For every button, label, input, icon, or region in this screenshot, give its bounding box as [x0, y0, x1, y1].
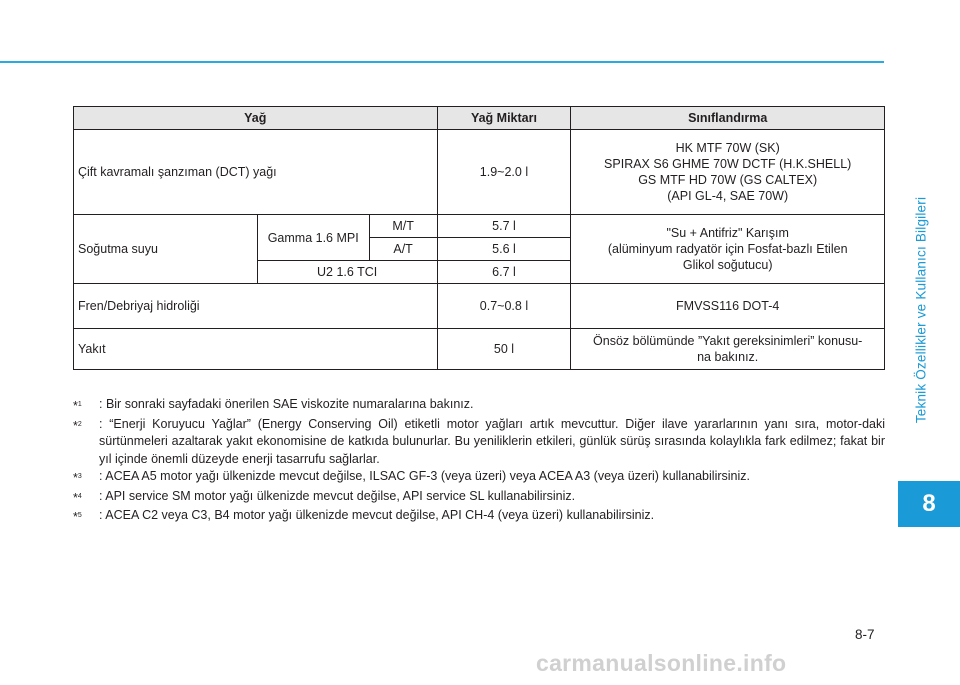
table-row-dct [74, 130, 885, 215]
class-line: HK MTF 70W (SK) [675, 141, 780, 155]
coolant-engine-b-amount: 6.7 l [437, 261, 571, 284]
dct-name: Çift kavramalı şanzıman (DCT) yağı [74, 130, 438, 215]
footnote-text: : Bir sonraki sayfadaki önerilen SAE viskozite numaralarına bakınız. [99, 397, 474, 411]
header-class: Sınıflandırma [571, 107, 885, 130]
footnote-mark: *$^3$ [73, 471, 82, 485]
table-row-brake [74, 284, 885, 329]
footnote-mark: *$^1$ [73, 399, 82, 413]
fuel-amount: 50 l [437, 329, 571, 370]
header-oil: Yağ [74, 107, 438, 130]
footnote-text: : ACEA A5 motor yağı ülkenizde mevcut değilse, ILSAC GF-3 (veya üzeri) veya ACEA A3 (veya üzeri) kullanabilirsiniz. [99, 469, 750, 483]
coolant-class [571, 215, 885, 284]
footnote-text: : ACEA C2 veya C3, B4 motor yağı ülkenizde mevcut değilse, API CH-4 (veya üzeri) kullanabilirsiniz. [99, 508, 655, 522]
footnote-2 [73, 416, 885, 469]
coolant-name: Soğutma suyu [74, 215, 258, 284]
dct-amount: 1.9~2.0 l [437, 130, 571, 215]
dct-class [571, 130, 885, 215]
class-line: Önsöz bölümünde ”Yakıt gereksinimleri” konusu- [593, 334, 863, 348]
coolant-at-label: A/T [369, 238, 437, 261]
brake-class: FMVSS116 DOT-4 [571, 284, 885, 329]
table-header-row [74, 107, 885, 130]
footnote-mark: *$^5$ [73, 510, 82, 524]
coolant-engine-b: U2 1.6 TCI [257, 261, 437, 284]
class-line: na bakınız. [697, 350, 759, 364]
table-row-fuel [74, 329, 885, 370]
footnote-1 [73, 396, 885, 416]
section-title-vertical: Teknik Özellikler ve Kullanıcı Bilgileri [913, 196, 929, 424]
footnote-3 [73, 468, 885, 488]
footnote-4 [73, 488, 885, 508]
coolant-engine-a: Gamma 1.6 MPI [257, 215, 369, 261]
lubricant-table [73, 106, 885, 370]
page-number: 8-7 [855, 627, 875, 642]
class-line: "Su + Antifriz" Karışım [666, 226, 789, 240]
footnote-mark: *$^2$ [73, 418, 82, 433]
class-line: GS MTF HD 70W (GS CALTEX) [638, 173, 818, 187]
class-line: Glikol soğutucu) [682, 258, 773, 272]
table-row-coolant-mt [74, 215, 885, 238]
brake-name: Fren/Debriyaj hidroliği [74, 284, 438, 329]
top-rule [0, 61, 884, 63]
header-amount: Yağ Miktarı [437, 107, 571, 130]
class-line: (API GL-4, SAE 70W) [667, 189, 789, 203]
coolant-mt-label: M/T [369, 215, 437, 238]
footnote-5 [73, 507, 885, 527]
watermark: carmanualsonline.info [536, 650, 787, 676]
footnote-mark: *$^4$ [73, 490, 82, 505]
chapter-tab[interactable]: 8 [898, 481, 960, 527]
footnote-text: : API service SM motor yağı ülkenizde mevcut değilse, API service SL kullanabilirsiniz. [99, 488, 576, 503]
fuel-name: Yakıt [74, 329, 438, 370]
coolant-at-amount: 5.6 l [437, 238, 571, 261]
class-line: (alüminyum radyatör için Fosfat-bazlı Etilen [607, 242, 848, 256]
coolant-mt-amount: 5.7 l [437, 215, 571, 238]
footnote-text: : “Enerji Koruyucu Yağlar” (Energy Conserving Oil) etiketli motor yağları artık mevcuttur. Diğer ilave yararlarının yanı sıra, motor-daki sürtünmeleri azaltarak yakıt ekonomisine de katkıda bulunurlar. Bu yeniliklerin etkileri, günlük sürüş sırasında kolaylıkla fark edilmez; fakat bir yıl içinde önemli düzeyde enerji tasarrufu sağlarlar. [99, 416, 885, 466]
fuel-class [571, 329, 885, 370]
footnotes [73, 396, 885, 527]
class-line: SPIRAX S6 GHME 70W DCTF (H.K.SHELL) [604, 157, 852, 171]
brake-amount: 0.7~0.8 l [437, 284, 571, 329]
